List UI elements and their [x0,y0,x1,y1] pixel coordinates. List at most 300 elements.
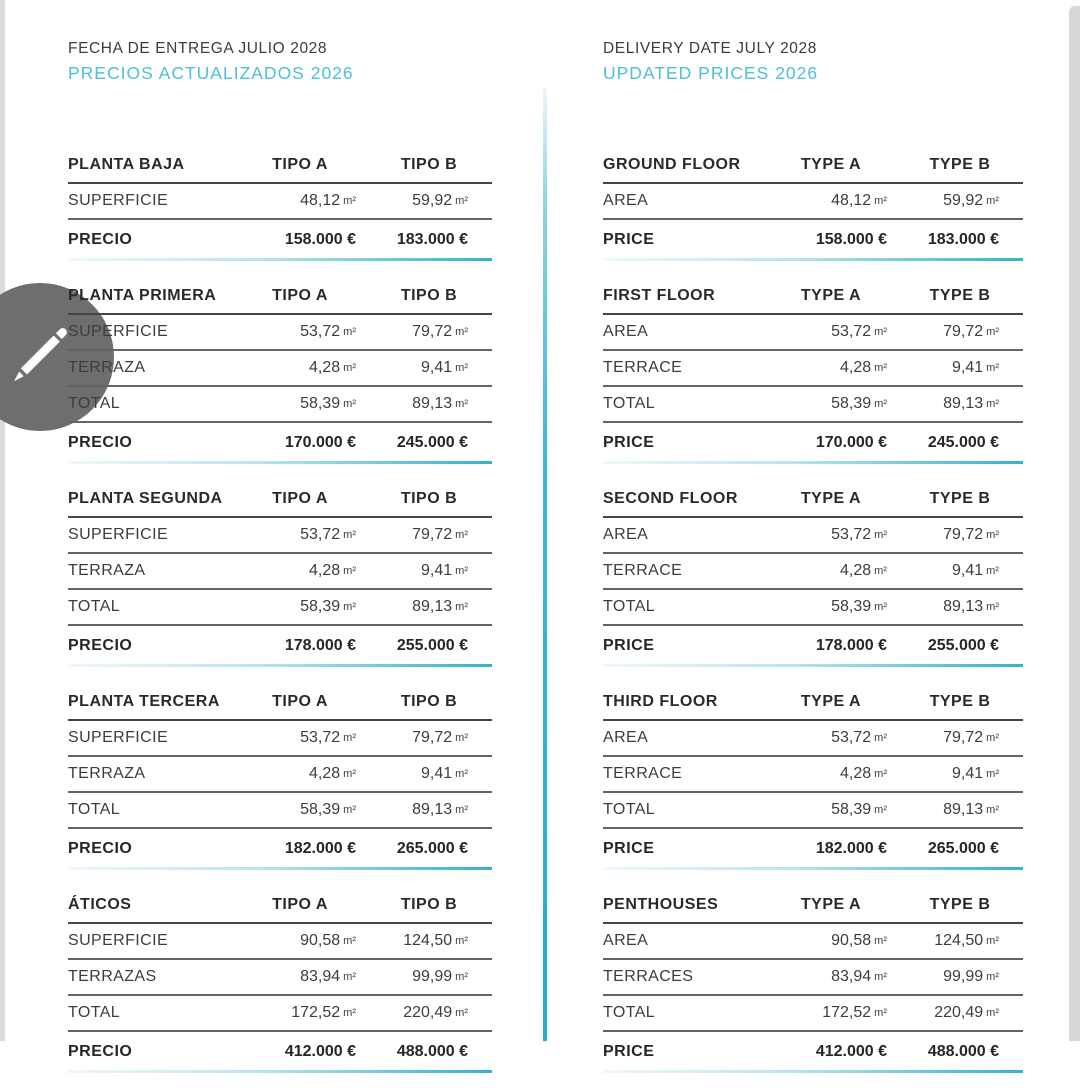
price-type-b: 265.000 € [927,840,999,857]
area-value: 9,41 [421,359,453,376]
unit-label: m² [874,732,887,744]
unit-label: m² [455,529,468,541]
price-label: PRICE [603,231,655,248]
area-value: 53,72 [300,323,341,340]
value-type-b [897,323,1023,341]
area-value: 4,28 [840,562,872,579]
value-type-b [897,192,1023,210]
unit-label: m² [343,398,356,410]
unit-label: m² [343,362,356,374]
column-header-type-b: TIPO B [400,156,458,173]
column-header-type-a: TIPO A [272,693,328,710]
unit-label: m² [343,195,356,207]
price-type-b: 183.000 € [927,231,999,248]
price-table [68,888,492,1070]
price-row [68,220,492,258]
area-value: 90,58 [300,932,341,949]
column-header-type-b: TYPE B [929,287,991,304]
value-type-b [366,359,492,377]
table-title: PLANTA BAJA [68,156,185,173]
value-type-b [897,395,1023,413]
unit-label: m² [986,935,999,947]
unit-label: m² [874,1007,887,1019]
column-header-type-a: TYPE A [800,896,862,913]
value-type-a [234,359,366,377]
unit-label: m² [986,971,999,983]
area-value: 48,12 [831,192,872,209]
price-row [603,626,1023,664]
table-row [603,960,1023,996]
table-header-row [68,279,492,315]
unit-label: m² [455,565,468,577]
unit-label: m² [343,326,356,338]
column-header-type-b: TIPO B [400,693,458,710]
row-label: TOTAL [68,598,121,615]
updated-prices-heading-en: UPDATED PRICES 2026 [603,63,819,83]
price-label: PRECIO [68,1043,133,1060]
table-separator [603,1070,1023,1073]
value-type-b [366,729,492,747]
price-type-b: 245.000 € [396,434,468,451]
area-value: 58,39 [300,598,341,615]
table-title: SECOND FLOOR [603,490,738,507]
column-header-type-b: TIPO B [400,490,458,507]
table-row [603,996,1023,1032]
table-header-row [603,482,1023,518]
area-value: 220,49 [934,1004,984,1021]
price-tables-en [603,148,1023,1073]
row-label: TOTAL [68,801,121,818]
area-value: 79,72 [412,729,453,746]
unit-label: m² [874,529,887,541]
row-label: TOTAL [603,801,656,818]
value-type-a [234,765,366,783]
unit-label: m² [986,732,999,744]
table-row [68,793,492,829]
english-column [603,38,1023,1091]
area-value: 79,72 [943,323,984,340]
row-label: SUPERFICIE [68,526,169,543]
unit-label: m² [874,195,887,207]
row-label: TOTAL [603,395,656,412]
area-value: 89,13 [943,801,984,818]
row-label: AREA [603,323,649,340]
row-label: TOTAL [603,1004,656,1021]
price-type-a: 158.000 € [284,231,356,248]
value-type-b [897,765,1023,783]
unit-label: m² [874,768,887,780]
area-value: 79,72 [412,526,453,543]
table-separator [68,1070,492,1073]
price-table [603,888,1023,1070]
value-type-b [897,526,1023,544]
table-row [603,554,1023,590]
area-value: 4,28 [309,765,341,782]
table-title: GROUND FLOOR [603,156,741,173]
column-header-type-b: TIPO B [400,287,458,304]
area-value: 90,58 [831,932,872,949]
table-header-row [603,148,1023,184]
unit-label: m² [343,529,356,541]
price-type-a: 182.000 € [815,840,887,857]
table-header-row [603,888,1023,924]
unit-label: m² [455,601,468,613]
row-label: TERRACES [603,968,694,985]
unit-label: m² [455,362,468,374]
area-value: 99,99 [412,968,453,985]
area-value: 220,49 [403,1004,453,1021]
unit-label: m² [455,1007,468,1019]
price-type-a: 182.000 € [284,840,356,857]
column-header-type-a: TIPO A [272,287,328,304]
row-label: TOTAL [68,395,121,412]
table-row [68,315,492,351]
value-type-b [897,968,1023,986]
table-row [603,757,1023,793]
area-value: 58,39 [831,801,872,818]
value-type-a [765,598,897,616]
unit-label: m² [343,565,356,577]
unit-label: m² [986,326,999,338]
column-header-type-a: TYPE A [800,156,862,173]
price-type-b: 265.000 € [396,840,468,857]
unit-label: m² [986,601,999,613]
price-table [603,482,1023,664]
table-header-row [68,685,492,721]
area-value: 4,28 [309,359,341,376]
column-header-type-a: TYPE A [800,287,862,304]
row-label: TERRACE [603,359,683,376]
table-row [603,184,1023,220]
unit-label: m² [455,398,468,410]
price-row [68,1032,492,1070]
price-row [603,220,1023,258]
unit-label: m² [343,768,356,780]
row-label: SUPERFICIE [68,932,169,949]
table-title: PENTHOUSES [603,896,719,913]
area-value: 89,13 [412,801,453,818]
table-separator [603,258,1023,261]
unit-label: m² [874,362,887,374]
area-value: 89,13 [412,598,453,615]
row-label: AREA [603,729,649,746]
area-value: 124,50 [934,932,984,949]
price-type-b: 183.000 € [396,231,468,248]
area-value: 58,39 [831,598,872,615]
area-value: 89,13 [943,395,984,412]
unit-label: m² [343,732,356,744]
price-type-b: 488.000 € [396,1043,468,1060]
column-header-type-a: TIPO A [272,490,328,507]
value-type-a [234,323,366,341]
area-value: 89,13 [412,395,453,412]
price-label: PRECIO [68,231,133,248]
area-value: 89,13 [943,598,984,615]
unit-label: m² [343,971,356,983]
table-separator [68,461,492,464]
row-label: TERRAZAS [68,968,157,985]
unit-label: m² [874,935,887,947]
price-type-a: 412.000 € [284,1043,356,1060]
value-type-b [366,598,492,616]
price-type-a: 178.000 € [815,637,887,654]
row-label: TERRACE [603,562,683,579]
value-type-a [234,562,366,580]
unit-label: m² [343,601,356,613]
row-label: TERRAZA [68,359,146,376]
price-type-a: 170.000 € [284,434,356,451]
area-value: 99,99 [943,968,984,985]
column-header-type-a: TYPE A [800,490,862,507]
table-row [603,351,1023,387]
table-row [603,924,1023,960]
price-table [68,482,492,664]
table-row [603,721,1023,757]
value-type-b [366,395,492,413]
table-row [603,518,1023,554]
table-header-row [68,482,492,518]
unit-label: m² [455,768,468,780]
value-type-b [366,968,492,986]
area-value: 53,72 [831,729,872,746]
row-label: TOTAL [68,1004,121,1021]
column-header-type-a: TYPE A [800,693,862,710]
value-type-b [897,598,1023,616]
area-value: 4,28 [309,562,341,579]
area-value: 53,72 [831,323,872,340]
unit-label: m² [986,768,999,780]
row-label: SUPERFICIE [68,729,169,746]
value-type-b [366,562,492,580]
price-label: PRECIO [68,840,133,857]
row-label: SUPERFICIE [68,323,169,340]
unit-label: m² [455,935,468,947]
area-value: 4,28 [840,359,872,376]
row-label: AREA [603,932,649,949]
value-type-b [897,1004,1023,1022]
unit-label: m² [986,398,999,410]
area-value: 58,39 [300,395,341,412]
updated-prices-heading-es: PRECIOS ACTUALIZADOS 2026 [68,63,354,83]
unit-label: m² [874,804,887,816]
value-type-a [765,526,897,544]
column-header-type-b: TYPE B [929,156,991,173]
table-row [68,996,492,1032]
table-separator [68,258,492,261]
area-value: 79,72 [943,526,984,543]
table-header-row [603,279,1023,315]
price-type-b: 488.000 € [927,1043,999,1060]
area-value: 79,72 [943,729,984,746]
table-row [68,518,492,554]
price-row [603,1032,1023,1070]
unit-label: m² [874,971,887,983]
table-row [68,554,492,590]
price-table [68,148,492,258]
table-row [603,387,1023,423]
table-title: ÁTICOS [68,896,132,913]
table-row [68,960,492,996]
area-value: 59,92 [412,192,453,209]
column-header-type-b: TIPO B [400,896,458,913]
price-type-b: 255.000 € [396,637,468,654]
unit-label: m² [455,326,468,338]
unit-label: m² [455,804,468,816]
price-table [603,685,1023,867]
price-row [603,829,1023,867]
unit-label: m² [874,565,887,577]
unit-label: m² [874,398,887,410]
price-type-b: 245.000 € [927,434,999,451]
value-type-b [897,932,1023,950]
unit-label: m² [874,601,887,613]
value-type-a [765,562,897,580]
table-separator [68,867,492,870]
value-type-a [765,968,897,986]
value-type-b [897,359,1023,377]
price-row [68,829,492,867]
price-label: PRICE [603,1043,655,1060]
column-header-type-b: TYPE B [929,490,991,507]
column-header-type-b: TYPE B [929,693,991,710]
row-label: TERRAZA [68,562,146,579]
value-type-a [234,1004,366,1022]
area-value: 9,41 [421,562,453,579]
unit-label: m² [343,935,356,947]
table-row [603,315,1023,351]
table-separator [68,664,492,667]
value-type-a [234,968,366,986]
unit-label: m² [986,529,999,541]
unit-label: m² [343,804,356,816]
column-divider-line [543,88,547,1041]
value-type-a [765,192,897,210]
row-label: AREA [603,192,649,209]
table-title: FIRST FLOOR [603,287,716,304]
value-type-a [765,323,897,341]
value-type-b [366,1004,492,1022]
area-value: 9,41 [952,359,984,376]
price-table [603,148,1023,258]
area-value: 53,72 [300,729,341,746]
value-type-a [765,1004,897,1022]
table-row [68,387,492,423]
price-row [603,423,1023,461]
price-type-a: 178.000 € [284,637,356,654]
area-value: 124,50 [403,932,453,949]
unit-label: m² [986,1007,999,1019]
price-type-b: 255.000 € [927,637,999,654]
value-type-a [234,729,366,747]
table-separator [603,867,1023,870]
area-value: 53,72 [831,526,872,543]
unit-label: m² [455,195,468,207]
unit-label: m² [343,1007,356,1019]
area-value: 79,72 [412,323,453,340]
price-table [68,279,492,461]
value-type-b [897,562,1023,580]
table-row [68,351,492,387]
row-label: SUPERFICIE [68,192,169,209]
table-title: PLANTA TERCERA [68,693,220,710]
price-label: PRICE [603,840,655,857]
unit-label: m² [986,565,999,577]
price-table [68,685,492,867]
row-label: AREA [603,526,649,543]
area-value: 53,72 [300,526,341,543]
value-type-b [366,323,492,341]
table-row [68,721,492,757]
area-value: 9,41 [952,765,984,782]
price-label: PRICE [603,637,655,654]
price-label: PRECIO [68,637,133,654]
value-type-b [366,526,492,544]
value-type-a [765,765,897,783]
area-value: 9,41 [952,562,984,579]
price-type-a: 158.000 € [815,231,887,248]
area-value: 59,92 [943,192,984,209]
value-type-b [366,192,492,210]
unit-label: m² [455,971,468,983]
value-type-b [366,932,492,950]
table-row [603,590,1023,626]
price-tables-es [68,148,492,1073]
value-type-a [765,729,897,747]
area-value: 172,52 [291,1004,341,1021]
value-type-a [765,932,897,950]
price-type-a: 412.000 € [815,1043,887,1060]
value-type-a [234,192,366,210]
price-table [603,279,1023,461]
price-type-a: 170.000 € [815,434,887,451]
value-type-b [366,801,492,819]
unit-label: m² [986,804,999,816]
table-title: THIRD FLOOR [603,693,718,710]
table-separator [603,461,1023,464]
table-title: PLANTA SEGUNDA [68,490,223,507]
page-edge-right [1069,6,1080,1041]
table-row [68,590,492,626]
column-header-type-b: TYPE B [929,896,991,913]
delivery-date-heading-es: FECHA DE ENTREGA JULIO 2028 [68,40,328,57]
value-type-a [234,526,366,544]
area-value: 83,94 [831,968,872,985]
column-header-type-a: TIPO A [272,896,328,913]
table-row [603,793,1023,829]
area-value: 9,41 [421,765,453,782]
area-value: 83,94 [300,968,341,985]
price-label: PRICE [603,434,655,451]
table-header-row [68,888,492,924]
table-row [68,757,492,793]
area-value: 58,39 [300,801,341,818]
table-title: PLANTA PRIMERA [68,287,217,304]
value-type-a [234,395,366,413]
row-label: TERRAZA [68,765,146,782]
area-value: 58,39 [831,395,872,412]
unit-label: m² [874,326,887,338]
table-header-row [68,148,492,184]
page-edge-left [0,0,5,1041]
unit-label: m² [455,732,468,744]
table-header-row [603,685,1023,721]
area-value: 4,28 [840,765,872,782]
price-row [68,423,492,461]
table-separator [603,664,1023,667]
price-label: PRECIO [68,434,133,451]
table-row [68,924,492,960]
row-label: TERRACE [603,765,683,782]
